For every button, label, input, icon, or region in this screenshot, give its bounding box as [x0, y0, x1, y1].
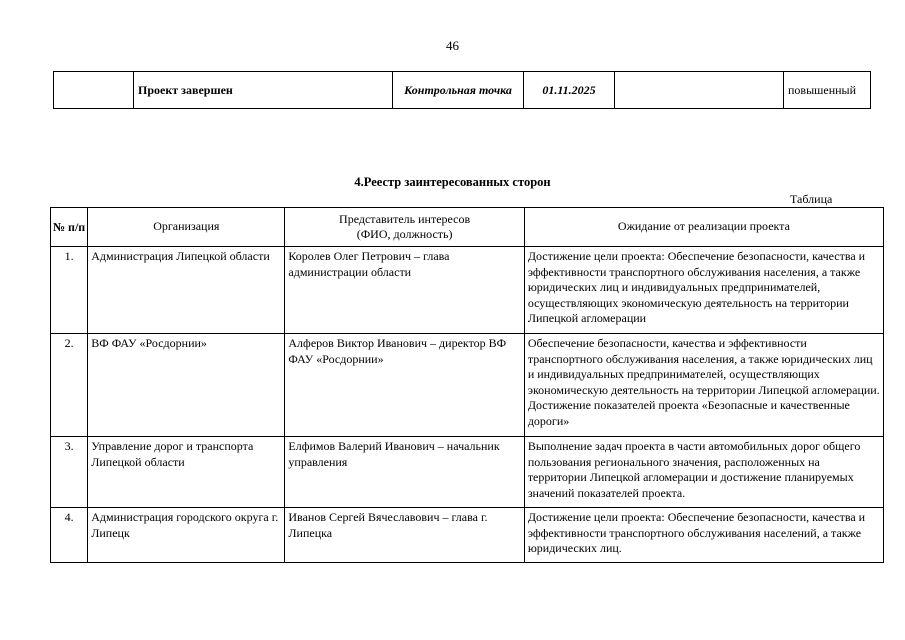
row-num: 1. [51, 247, 88, 334]
header-representative [285, 208, 524, 247]
milestone-blank-cell [615, 72, 784, 109]
row-representative: Королев Олег Петрович – глава администрации области [285, 247, 524, 334]
table-row [51, 247, 884, 334]
milestone-level: повышенный [784, 72, 871, 109]
milestone-name: Проект завершен [134, 72, 393, 109]
milestone-table [53, 71, 871, 109]
row-expectation: Выполнение задач проекта в части автомобильных дорог общего пользования регионального значения, расположенных на территории Липецкой агломерации и достижение планируемых значений показателей проекта. [524, 437, 883, 508]
header-organization: Организация [88, 208, 285, 247]
header-representative-line2: (ФИО, должность) [356, 227, 453, 241]
row-num: 4. [51, 508, 88, 563]
table-row [51, 508, 884, 563]
milestone-empty-cell [54, 72, 134, 109]
row-organization: Администрация городского округа г. Липецк [88, 508, 285, 563]
register-header-row [51, 208, 884, 247]
stakeholder-register-table [50, 207, 884, 563]
table-row [51, 437, 884, 508]
row-expectation: Обеспечение безопасности, качества и эффективности транспортного обслуживания населения, а также юридических лиц и индивидуальных предпринимателей, осуществляющих экономическую деятельность на территории Липецкой агломерации. Достижение показателей проекта «Безопасные и качественные дороги» [524, 334, 883, 437]
row-representative: Елфимов Валерий Иванович – начальник управления [285, 437, 524, 508]
milestone-row [54, 72, 871, 109]
header-representative-line1: Представитель интересов [339, 211, 471, 226]
row-representative: Иванов Сергей Вячеславович – глава г. Липецка [285, 508, 524, 563]
table-label: Таблица [790, 192, 833, 206]
row-expectation: Достижение цели проекта: Обеспечение безопасности, качества и эффективности транспортного обслуживания населения, а также юридических лиц и индивидуальных предпринимателей, осуществляющих экономическую деятельность на территории Липецкой агломерации [524, 247, 883, 334]
row-num: 3. [51, 437, 88, 508]
section-title: 4.Реестр заинтересованных сторон [354, 175, 551, 189]
row-organization: Администрация Липецкой области [88, 247, 285, 334]
page-number: 46 [446, 38, 459, 53]
row-num: 2. [51, 334, 88, 437]
table-row [51, 334, 884, 437]
row-expectation: Достижение цели проекта: Обеспечение безопасности, качества и эффективности транспортного обслуживания населений, а также юридических лиц. [524, 508, 883, 563]
header-expectation: Ожидание от реализации проекта [524, 208, 883, 247]
row-organization: Управление дорог и транспорта Липецкой области [88, 437, 285, 508]
milestone-date: 01.11.2025 [524, 72, 615, 109]
row-organization: ВФ ФАУ «Росдорнии» [88, 334, 285, 437]
header-num: № п/п [51, 208, 88, 247]
row-representative: Алферов Виктор Иванович – директор ВФ ФАУ «Росдорнии» [285, 334, 524, 437]
milestone-type: Контрольная точка [393, 72, 524, 109]
